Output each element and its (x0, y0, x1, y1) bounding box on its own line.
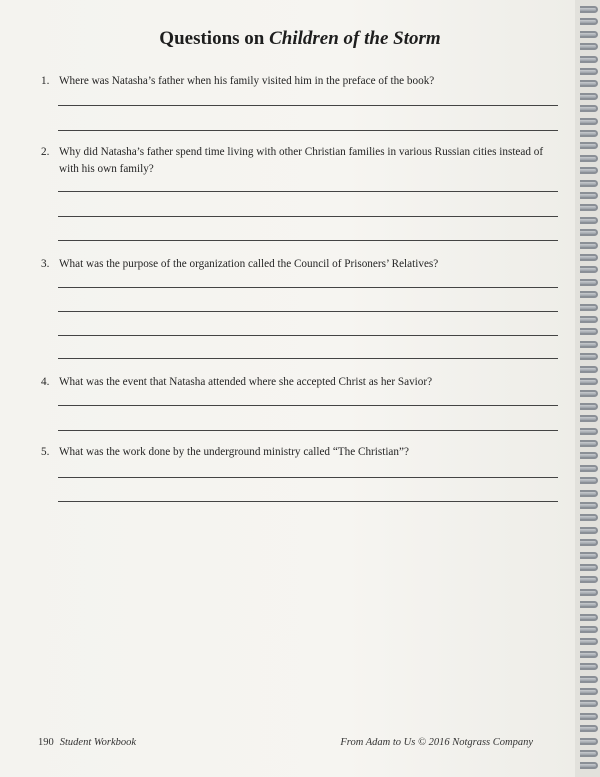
spiral-coil (580, 341, 598, 348)
question-2 (41, 144, 561, 178)
page-number: 190 (38, 737, 54, 748)
spiral-coil (580, 514, 598, 521)
spiral-coil (580, 452, 598, 459)
question-4 (41, 374, 561, 391)
question-number: 1. (41, 75, 50, 87)
page-footer-left (38, 737, 136, 748)
spiral-coil (580, 56, 598, 63)
spiral-coil (580, 428, 598, 435)
spiral-coil (580, 676, 598, 683)
spiral-coil (580, 229, 598, 236)
spiral-coil (580, 266, 598, 273)
page-title (0, 28, 600, 50)
spiral-coil (580, 328, 598, 335)
question-3 (41, 256, 561, 273)
answer-line[interactable] (58, 430, 558, 431)
spiral-coil (580, 502, 598, 509)
spiral-coil (580, 403, 598, 410)
answer-line[interactable] (58, 105, 558, 106)
title-book: Children of the Storm (269, 28, 441, 49)
spiral-binding (575, 0, 600, 777)
spiral-coil (580, 539, 598, 546)
answer-line[interactable] (58, 130, 558, 131)
spiral-coil (580, 93, 598, 100)
spiral-coil (580, 700, 598, 707)
spiral-coil (580, 18, 598, 25)
spiral-coil (580, 490, 598, 497)
spiral-coil (580, 378, 598, 385)
page-footer-right (340, 737, 533, 748)
spiral-coil (580, 242, 598, 249)
spiral-coil (580, 118, 598, 125)
spiral-coil (580, 713, 598, 720)
question-number: 4. (41, 376, 50, 388)
spiral-coil (580, 31, 598, 38)
spiral-coil (580, 291, 598, 298)
spiral-coil (580, 204, 598, 211)
spiral-coil (580, 725, 598, 732)
spiral-coil (580, 68, 598, 75)
spiral-coil (580, 638, 598, 645)
spiral-coil (580, 415, 598, 422)
spiral-coil (580, 576, 598, 583)
spiral-coil (580, 155, 598, 162)
spiral-coil (580, 477, 598, 484)
spiral-coil (580, 762, 598, 769)
title-prefix: Questions on (159, 28, 265, 49)
spiral-coil (580, 353, 598, 360)
copyright-title: From Adam to Us (340, 737, 416, 748)
spiral-coil (580, 564, 598, 571)
answer-line[interactable] (58, 358, 558, 359)
spiral-coil (580, 663, 598, 670)
question-1 (41, 73, 561, 90)
question-number: 5. (41, 446, 50, 458)
answer-line[interactable] (58, 216, 558, 217)
answer-line[interactable] (58, 477, 558, 478)
answer-line[interactable] (58, 240, 558, 241)
answer-line[interactable] (58, 311, 558, 312)
spiral-coil (580, 601, 598, 608)
spiral-coil (580, 192, 598, 199)
spiral-coil (580, 589, 598, 596)
spiral-coil (580, 651, 598, 658)
question-text: What was the purpose of the organization called the Council of Prisoners’ Relatives? (59, 258, 439, 270)
spiral-coil (580, 142, 598, 149)
spiral-coil (580, 750, 598, 757)
spiral-coil (580, 465, 598, 472)
answer-line[interactable] (58, 335, 558, 336)
spiral-coil (580, 316, 598, 323)
spiral-coil (580, 527, 598, 534)
spiral-coil (580, 180, 598, 187)
spiral-coil (580, 738, 598, 745)
spiral-coil (580, 614, 598, 621)
answer-line[interactable] (58, 287, 558, 288)
question-text: Where was Natasha’s father when his family visited him in the preface of the book? (59, 75, 435, 87)
answer-line[interactable] (58, 405, 558, 406)
answer-line[interactable] (58, 191, 558, 192)
answer-line[interactable] (58, 501, 558, 502)
spiral-coil (580, 279, 598, 286)
spiral-coil (580, 217, 598, 224)
spiral-coil (580, 688, 598, 695)
spiral-coil (580, 254, 598, 261)
question-text: Why did Natasha’s father spend time living with other Christian families in various Russian cities instead of with his own family? (59, 146, 544, 175)
spiral-coil (580, 390, 598, 397)
question-5 (41, 444, 561, 461)
question-number: 2. (41, 146, 50, 158)
spiral-coil (580, 440, 598, 447)
spiral-coil (580, 304, 598, 311)
spiral-coil (580, 552, 598, 559)
spiral-coil (580, 6, 598, 13)
spiral-coil (580, 626, 598, 633)
spiral-coil (580, 167, 598, 174)
spiral-coil (580, 80, 598, 87)
question-text: What was the work done by the underground ministry called “The Christian”? (59, 446, 409, 458)
question-number: 3. (41, 258, 50, 270)
spiral-coil (580, 130, 598, 137)
question-text: What was the event that Natasha attended where she accepted Christ as her Savior? (59, 376, 433, 388)
spiral-coil (580, 366, 598, 373)
copyright-notice: © 2016 Notgrass Company (417, 737, 533, 748)
spiral-coil (580, 105, 598, 112)
spiral-coil (580, 43, 598, 50)
workbook-label: Student Workbook (59, 737, 137, 748)
